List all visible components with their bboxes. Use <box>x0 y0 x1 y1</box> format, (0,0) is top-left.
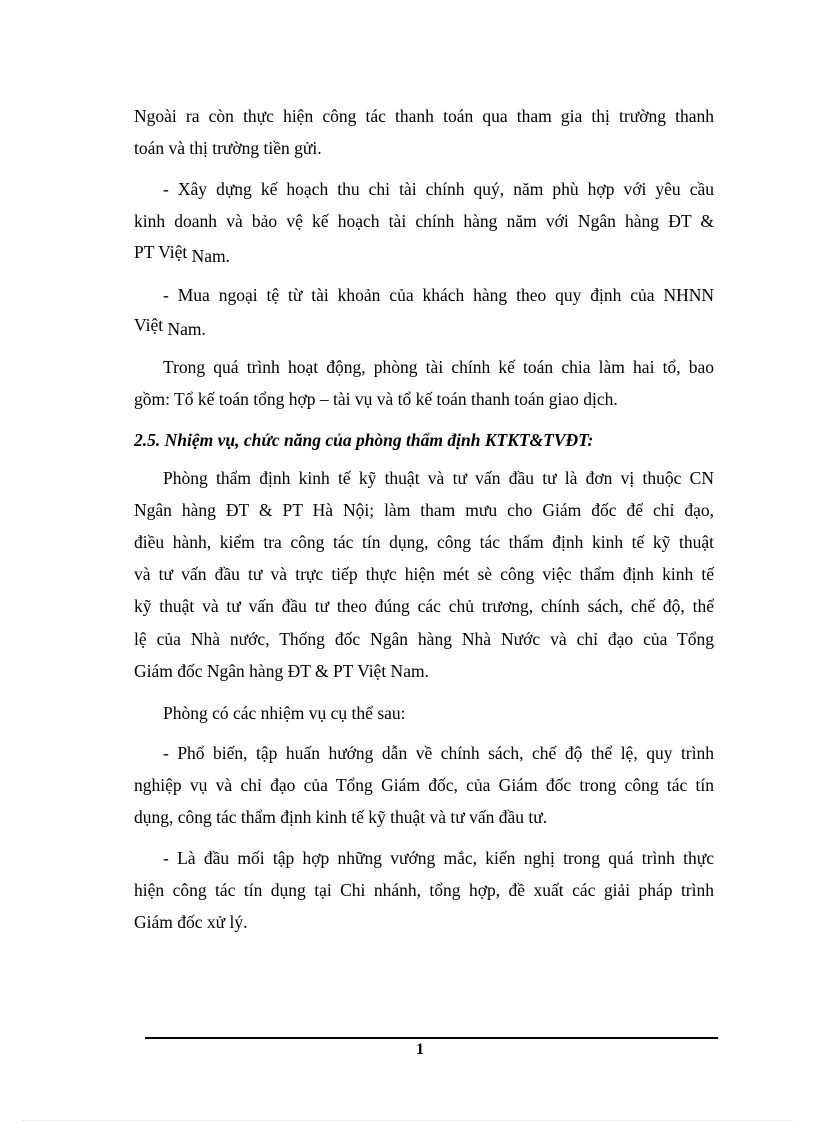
paragraph-5-line-1: Phòng thẩm định kinh tế kỹ thuật và tư vấn đầu tư là đơn vị thuộc CN <box>163 468 714 488</box>
paragraph-2-line-3-main: PT Việt <box>134 242 188 262</box>
paragraph-3-line-2-sub: Nam. <box>167 319 206 339</box>
paragraph-5-line-2: Ngân hàng ĐT & PT Hà Nội; làm tham mưu cho Giám đốc để chỉ đạo, <box>134 500 714 520</box>
paragraph-5-line-4: và tư vấn đầu tư và trực tiếp thực hiện mét sè công việc thẩm định kinh tế <box>134 564 714 584</box>
paragraph-5-line-3: điều hành, kiểm tra công tác tín dụng, công tác thẩm định kinh tế kỹ thuật <box>134 532 714 552</box>
paragraph-5-line-6: lệ của Nhà nước, Thống đốc Ngân hàng Nhà Nước và chỉ đạo của Tổng <box>134 629 714 649</box>
paragraph-4-line-1: Trong quá trình hoạt động, phòng tài chính kế toán chia làm hai tổ, bao <box>163 357 714 377</box>
paragraph-2-line-3 <box>134 240 230 264</box>
page-number: 1 <box>416 1041 424 1058</box>
paragraph-8-line-1: - Là đầu mối tập hợp những vướng mắc, kiến nghị trong quá trình thực <box>163 848 714 868</box>
paragraph-7-line-2: nghiệp vụ và chỉ đạo của Tổng Giám đốc, của Giám đốc trong công tác tín <box>134 775 714 795</box>
paragraph-3-line-2 <box>134 313 206 337</box>
paragraph-5-line-5: kỹ thuật và tư vấn đầu tư theo đúng các chủ trương, chính sách, chế độ, thể <box>134 596 714 616</box>
paragraph-3-line-1: - Mua ngoại tệ từ tài khoản của khách hàng theo quy định của NHNN <box>163 285 714 305</box>
paragraph-6-line-1: Phòng có các nhiệm vụ cụ thể sau: <box>163 703 406 723</box>
section-heading: 2.5. Nhiệm vụ, chức năng của phòng thẩm định KTKT&TVĐT: <box>134 430 594 450</box>
paragraph-7-line-1: - Phổ biến, tập huấn hướng dẫn về chính sách, chế độ thể lệ, quy trình <box>163 743 714 763</box>
paragraph-1-line-2: toán và thị trường tiền gửi. <box>134 138 322 158</box>
paragraph-8-line-2: hiện công tác tín dụng tại Chi nhánh, tổng hợp, đề xuất các giải pháp trình <box>134 880 714 900</box>
paragraph-3-line-2-main: Việt <box>134 315 164 335</box>
paragraph-7-line-3: dụng, công tác thẩm định kinh tế kỹ thuật và tư vấn đầu tư. <box>134 807 548 827</box>
paragraph-4-line-2: gồm: Tổ kế toán tổng hợp – tài vụ và tổ kế toán thanh toán giao dịch. <box>134 389 618 409</box>
page-edge <box>22 1120 794 1121</box>
paragraph-2-line-3-sub: Nam. <box>191 246 231 266</box>
paragraph-1-line-1: Ngoài ra còn thực hiện công tác thanh toán qua tham gia thị trường thanh <box>134 106 714 126</box>
paragraph-5-line-7: Giám đốc Ngân hàng ĐT & PT Việt Nam. <box>134 661 429 681</box>
paragraph-8-line-3: Giám đốc xử lý. <box>134 912 248 932</box>
paragraph-2-line-1: - Xây dựng kế hoạch thu chi tài chính quý, năm phù hợp với yêu cầu <box>163 179 714 199</box>
paragraph-2-line-2: kinh doanh và bảo vệ kế hoạch tài chính hàng năm với Ngân hàng ĐT & <box>134 211 714 231</box>
footer-rule <box>145 1037 718 1039</box>
